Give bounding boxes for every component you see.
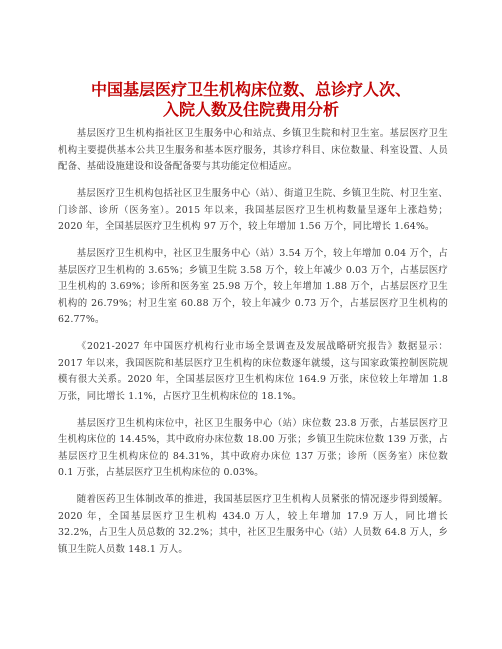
paragraph-institution-breakdown: 基层医疗卫生机构中，社区卫生服务中心（站）3.54 万个，较上年增加 0.04 万个，占基层医疗卫生机构的 3.65%；乡镇卫生院 3.58 万个，较上年减少 0.03 万个，占基层医疗卫生机构的 3.69%；诊所和医务室 25.98 万个，较上年增加 1.88 万个，占基层医疗卫生机构的 26.79%；村卫生室 60.88 万个，较上年减少 0.73 万个，占基层医疗卫生机构的 62.77%。 [58,248,448,325]
paragraph-institution-count: 基层医疗卫生机构包括社区卫生服务中心（站）、街道卫生院、乡镇卫生院、村卫生室、门诊部、诊所（医务室）。2015 年以来，我国基层医疗卫生机构数量呈逐年上涨趋势；2020 年，全国基层医疗卫生机构 97 万个，较上年增加 1.56 万个，同比增长 1.64%。 [58,188,448,232]
document-body [58,126,448,569]
paragraph-bed-breakdown: 基层医疗卫生机构床位中，社区卫生服务中心（站）床位数 23.8 万张，占基层医疗卫生机构床位的 14.45%，其中政府办床位数 18.00 万张；乡镇卫生院床位数 139 万张，占基层医疗卫生机构床位的 84.31%，其中政府办床位 137 万张；诊所（医务室）床位数 0.1 万张，占基层医疗卫生机构床位的 0.03%。 [58,417,448,478]
paragraph-bed-count: 《2021-2027 年中国医疗机构行业市场全景调查及发展战略研究报告》数据显示：2017 年以来，我国医院和基层医疗卫生机构的床位数逐年就缓，这与国家政策控制医院规模有很大关系。2020 年，全国基层医疗卫生机构床位 164.9 万张，床位较上年增加 1.8 万张，同比增长 1.1%，占医疗卫生机构床位的 18.1%。 [58,341,448,402]
document-title [0,80,502,120]
paragraph-definition: 基层医疗卫生机构指社区卫生服务中心和站点、乡镇卫生院和村卫生室。基层医疗卫生机构主要提供基本公共卫生服务和基本医疗服务，其诊疗科目、床位数量、科室设置、人员配备、基础设施建设和设备配备要与其功能定位相适应。 [58,128,448,172]
title-line-1: 中国基层医疗卫生机构床位数、总诊疗人次、 [90,80,411,99]
paragraph-staff: 随着医药卫生体制改革的推进，我国基层医疗卫生机构人员紧张的情况逐步得到缓解。2020 年，全国基层医疗卫生机构 434.0 万人，较上年增加 17.9 万人，同比增长 32.2%，占卫生人员总数的 32.2%；其中，社区卫生服务中心（站）人员数 64.8 万人，乡镇卫生院人员数 148.1 万人。 [58,494,448,555]
title-line-2: 入院人数及住院费用分析 [162,100,339,119]
